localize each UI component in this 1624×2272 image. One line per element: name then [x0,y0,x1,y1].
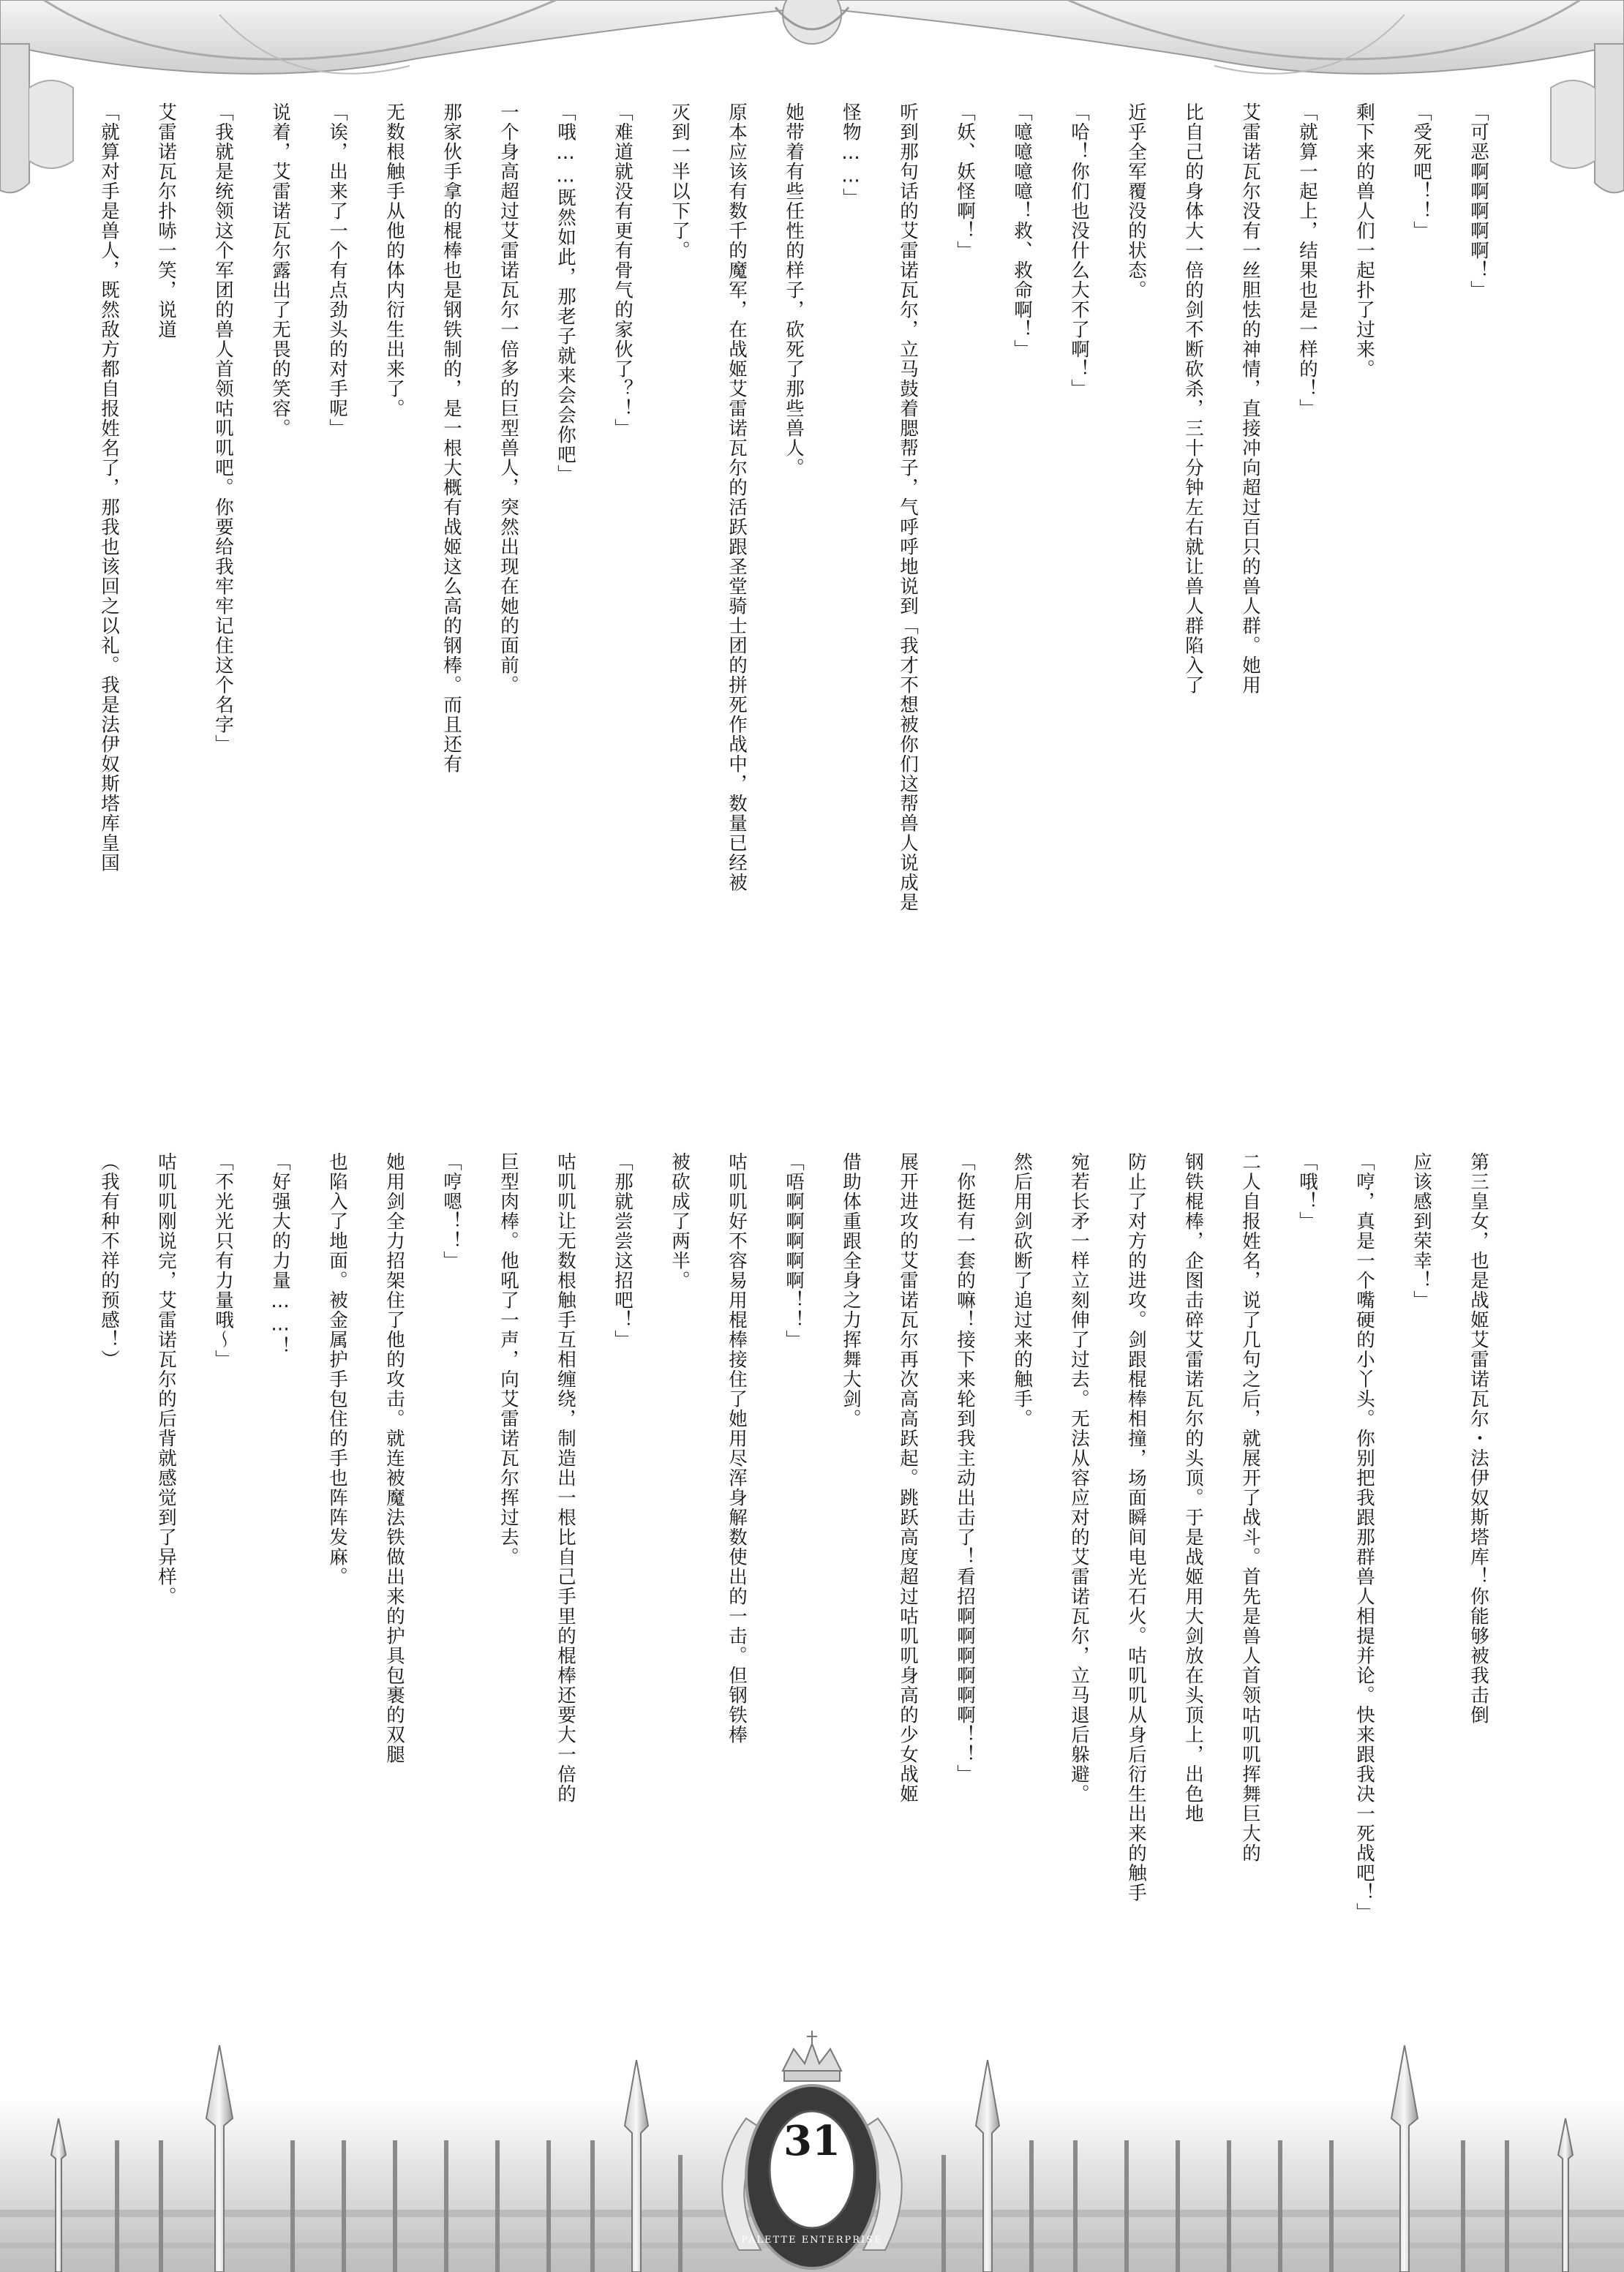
upper-text-column: 剩下来的兽人们一起扑了过来。 [1353,102,1375,379]
lower-text-column: 「那就尝尝这招吧！」 [612,1152,634,1350]
upper-text-column: 「我就是统领这个军团的兽人首领咕叽叽吧。你要给我牢牢记住这个名字」 [212,102,234,754]
lower-text-column: 然后用剑砍断了追过来的触手。 [1011,1152,1033,1429]
lower-text-column: 咕叽叽好不容易用棍棒接住了她用尽浑身解数使出的一击。但钢铁棒 [726,1152,748,1745]
upper-text-column: 「就算对手是兽人，既然敌方都自报姓名了，那我也该回之以礼。我是法伊奴斯塔库皇国 [98,102,120,873]
upper-text-column: 「受死吧！！」 [1410,102,1432,241]
upper-text-column: 「诶，出来了一个有点劲头的对手呢」 [326,102,348,438]
upper-text-column: 「噫噫噫噫！救、救命啊！」 [1011,102,1033,359]
lower-text-column: 咕叽叽让无数根触手互相缠绕，制造出一根比自己手里的棍棒还要大一倍的 [555,1152,576,1804]
upper-text-column: 听到那句话的艾雷诺瓦尔，立马鼓着腮帮子，气呼呼地说到「我才不想被你们这帮兽人说成是 [897,102,919,912]
lower-text-column: 「哦！」 [1296,1152,1318,1231]
upper-text-column: 灭到一半以下了。 [669,102,691,260]
lower-text-column: 借助体重跟全身之力挥舞大剑。 [840,1152,862,1429]
upper-text-column: 她带着有些任性的样子，砍死了那些兽人。 [783,102,805,478]
lower-text-column: 「你挺有一套的嘛！接下来轮到我主动出击了！看招啊啊啊啊啊啊！！」 [954,1152,976,1784]
lower-text-column: 钢铁棍棒，企图击碎艾雷诺瓦尔的头顶。于是战姬用大剑放在头顶上，出色地 [1182,1152,1204,1824]
lower-text-column: 「哼嗯！！」 [440,1152,462,1271]
page-number: 31 [783,2117,841,2165]
upper-text-column: 原本应该有数千的魔军，在战姬艾雷诺瓦尔的活跃跟圣堂骑士团的拼死作战中，数量已经被 [726,102,748,892]
lower-text-column: 「好强大的力量……！ [269,1152,291,1356]
lower-text-column: 「哼，真是一个嘴硬的小丫头。你别把我跟那群兽人相提并论。快来跟我决一死战吧！」 [1353,1152,1375,1922]
lower-text-column: 宛若长矛一样立刻伸了过去。无法从容应对的艾雷诺瓦尔，立马退后躲避。 [1068,1152,1090,1804]
lower-text-column: 应该感到荣幸！」 [1410,1152,1432,1310]
lower-text-column: 「唔啊啊啊啊啊！！」 [783,1152,805,1350]
lower-text-column: 第三皇女，也是战姬艾雷诺瓦尔・法伊奴斯塔库！你能够被我击倒 [1467,1152,1489,1725]
upper-text-block [73,102,1507,951]
upper-text-column: 怪物……」 [840,102,862,208]
lower-text-column: 巨型肉棒。他吼了一声，向艾雷诺瓦尔挥过去。 [497,1152,519,1567]
upper-text-column: 艾雷诺瓦尔扑哧一笑，说道 [155,102,177,339]
upper-text-column: 「哦……既然如此，那老子就来会会你吧」 [555,102,576,484]
upper-text-column: 那家伙手拿的棍棒也是钢铁制的，是一根大概有战姬这么高的钢棒。而且还有 [440,102,462,774]
upper-text-column: 「妖、妖怪啊！」 [954,102,976,260]
upper-text-column: 近乎全军覆没的状态。 [1125,102,1147,300]
lower-text-column: 也陷入了地面。被金属护手包住的手也阵阵发麻。 [326,1152,348,1587]
upper-text-column: 比自己的身体大一倍的剑不断砍杀，三十分钟左右就让兽人群陷入了 [1182,102,1204,695]
lower-text-column: 二人自报姓名，说了几句之后，就展开了战斗。首先是兽人首领咕叽叽挥舞巨大的 [1239,1152,1261,1863]
lower-text-column: 被砍成了两半。 [669,1152,691,1290]
lower-text-column: （我有种不祥的预感！） [98,1152,120,1369]
brand-text: PALETTE ENTERPRISE [741,2235,883,2246]
lower-text-column: 她用剑全力招架住了他的攻击。就连被魔法铁做出来的护具包裹的双腿 [383,1152,405,1764]
lower-text-column: 防止了对方的进攻。剑跟棍棒相撞，场面瞬间电光石火。咕叽叽从身后衍生出来的触手 [1125,1152,1147,1903]
lower-text-block [73,1152,1507,2030]
upper-text-column: 「可恶啊啊啊啊啊！」 [1467,102,1489,300]
lower-text-column: 展开进攻的艾雷诺瓦尔再次高高跃起。跳跃高度超过咕叽叽身高的少女战姬 [897,1152,919,1804]
upper-text-column: 艾雷诺瓦尔没有一丝胆怯的神情，直接冲向超过百只的兽人群。她用 [1239,102,1261,695]
upper-text-column: 一个身高超过艾雷诺瓦尔一倍多的巨型兽人，突然出现在她的面前。 [497,102,519,695]
upper-text-column: 「哈！你们也没什么大不了啊！」 [1068,102,1090,399]
upper-text-column: 说着，艾雷诺瓦尔露出了无畏的笑容。 [269,102,291,438]
upper-text-column: 无数根触手从他的体内衍生出来了。 [383,102,405,418]
upper-text-column: 「难道就没有更有骨气的家伙了？！」 [612,102,634,438]
lower-text-column: 「不光光只有力量哦～」 [212,1152,234,1369]
lower-text-column: 咕叽叽刚说完，艾雷诺瓦尔的后背就感觉到了异样。 [155,1152,177,1606]
upper-text-column: 「就算一起上，结果也是一样的！」 [1296,102,1318,418]
